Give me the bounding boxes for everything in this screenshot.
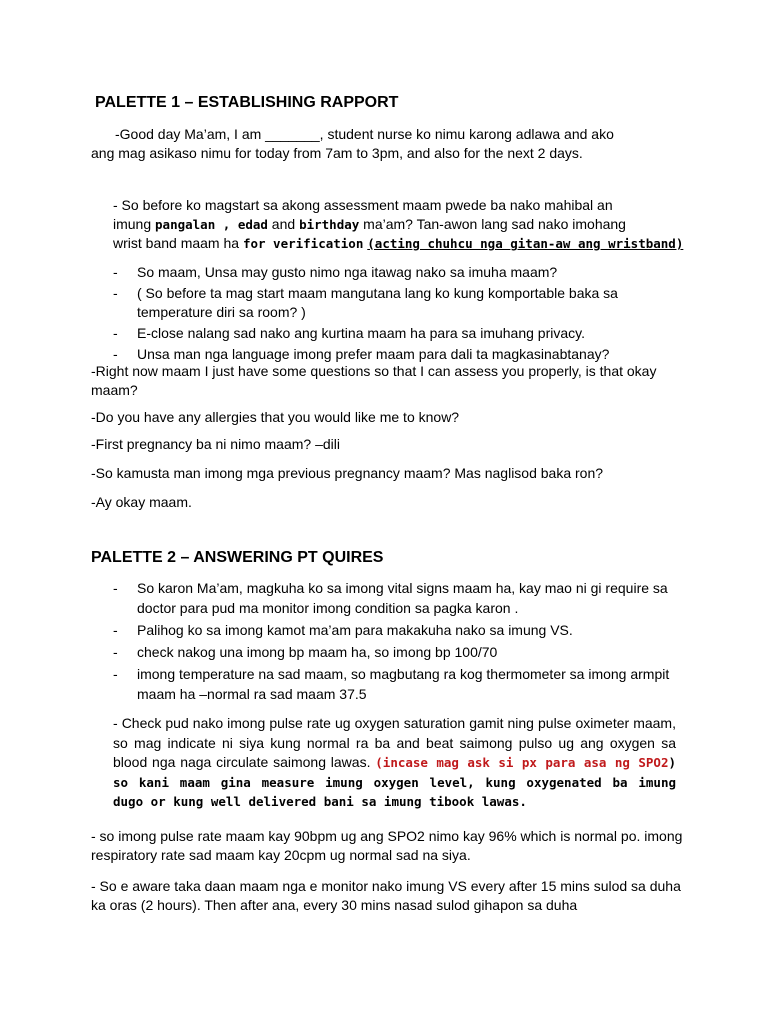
- list-item: - ( So before ta mag start maam mangutana lang ko kung komportable baka sa temperature diri sa room? ): [113, 284, 673, 322]
- list-item: - So maam, Unsa may gusto nimo nga itawag nako sa imuha maam?: [113, 263, 673, 282]
- greeting-line-1: -Good day Ma’am, I am _______, student nurse ko nimu karong adlawa and ako: [115, 126, 614, 142]
- verification-paragraph: [113, 196, 693, 253]
- monitoring-paragraph: - So e aware taka daan maam nga e monitor nako imung VS every after 15 mins sulod sa duha ka oras (2 hours). Then after ana, every 30 mins nasad sulod gihapon sa duha: [91, 878, 681, 913]
- greeting-paragraph: [91, 125, 691, 163]
- spo2-note-red: (incase mag ask si px para asa ng SPO2: [375, 755, 669, 770]
- palette-1-bullet-list: [113, 263, 673, 366]
- previous-pregnancy-question: -So kamusta man imong mga previous pregnancy maam? Mas naglisod baka ron?: [91, 465, 604, 481]
- list-item: - So karon Ma’am, magkuha ko sa imong vital signs maam ha, kay mao ni gi require sa doctor para pud ma monitor imong condition sa pagka karon .: [113, 578, 679, 618]
- text-run: imung: [113, 216, 156, 232]
- for-verification-bold: for verification: [242, 236, 364, 251]
- birthday-bold: birthday: [299, 217, 360, 232]
- acting-instruction: (acting chuhcu nga gitan-aw ang wristband): [367, 236, 684, 251]
- verification-line-3: [113, 234, 693, 253]
- allergies-question: -Do you have any allergies that you would like me to know?: [91, 409, 460, 425]
- text-run: and: [267, 216, 300, 232]
- list-item: - E-close nalang sad nako ang kurtina maam ha para sa imuhang privacy.: [113, 324, 673, 343]
- list-item: - imong temperature na sad maam, so magbutang ra kog thermometer sa imong armpit maam ha –normal ra sad maam 37.5: [113, 664, 679, 704]
- greeting-line-2: ang mag asikaso nimu for today from 7am to 3pm, and also for the next 2 days.: [91, 145, 583, 161]
- pulse-text: - Check pud nako imong pulse rate ug oxygen saturation gamit ning pulse oximeter maam, so mag indicate ni siya kung normal ra ba and beat saimong pulso ug ang oxygen sa blood nga naga circulate saimong lawas.: [113, 715, 676, 770]
- verification-line-1: - So before ko magstart sa akong assessment maam pwede ba nako mahibal an: [113, 197, 613, 213]
- pregnancy-question: -First pregnancy ba ni nimo maam? –dili: [91, 436, 340, 452]
- palette-2-heading: PALETTE 2 – ANSWERING PT QUIRES: [91, 549, 384, 566]
- list-item: - Unsa man nga language imong prefer maam para dali ta magkasinabtanay?: [113, 345, 673, 364]
- pulse-oximeter-paragraph: [113, 714, 676, 812]
- list-item: - Palihog ko sa imong kamot ma’am para makakuha nako sa imung VS.: [113, 620, 679, 640]
- verification-line-2: [113, 215, 693, 234]
- spo2-explanation-bold: ) so kani maam gina measure imung oxygen level, kung oxygenated ba imung dugo or kung well delivered bani sa imung tibook lawas.: [113, 755, 677, 809]
- closing-line: -Ay okay maam.: [91, 494, 192, 510]
- palette-2-bullet-list: [113, 578, 679, 706]
- text-run: ma’am? Tan-awon lang sad nako imohang: [359, 216, 626, 232]
- palette-1-heading: PALETTE 1 – ESTABLISHING RAPPORT: [95, 94, 399, 111]
- text-run: wrist band maam ha: [113, 235, 243, 251]
- name-age-bold: pangalan , edad: [155, 217, 268, 232]
- assessment-question: -Right now maam I just have some questions so that I can assess you properly, is that okay maam?: [91, 363, 657, 398]
- list-item: - check nakog una imong bp maam ha, so imong bp 100/70: [113, 642, 679, 662]
- vital-results-paragraph: - so imong pulse rate maam kay 90bpm ug ang SPO2 nimo kay 96% which is normal po. imong respiratory rate sad maam kay 20cpm ug normal sad na siya.: [91, 828, 683, 863]
